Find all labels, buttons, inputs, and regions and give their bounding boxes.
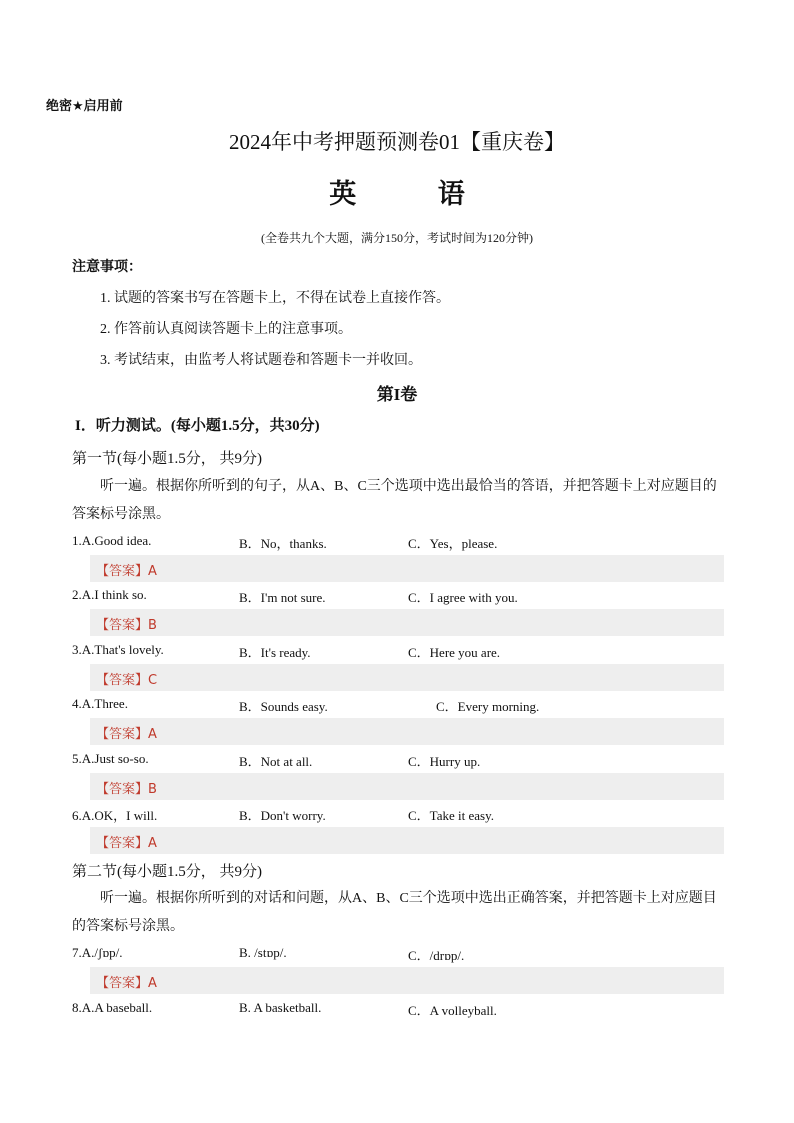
option-b: B．It's ready.: [239, 645, 311, 660]
answer-box: [90, 664, 724, 691]
answer-text: 【答案】B: [96, 782, 157, 797]
note-item: 1. 试题的答案书写在答题卡上，不得在试卷上直接作答。: [100, 291, 450, 306]
answer-text: 【答案】A: [96, 836, 157, 851]
answer-box: [90, 555, 724, 582]
option-a: 6.A.OK，I will.: [72, 808, 158, 823]
option-c: C．Hurry up.: [408, 754, 481, 769]
part-heading: I．听力测试。(每小题1.5分，共30分): [75, 418, 320, 434]
section-heading: 第二节(每小题1.5分， 共9分): [72, 864, 262, 880]
answer-text: 【答案】A: [96, 564, 157, 579]
option-c: C．/drɒp/.: [408, 948, 465, 963]
option-a: 5.A.Just so-so.: [72, 751, 149, 766]
option-c: C．Take it easy.: [408, 808, 494, 823]
option-b: B．Not at all.: [239, 754, 313, 769]
answer-text: 【答案】A: [96, 976, 157, 991]
option-a: 4.A.Three.: [72, 696, 128, 711]
option-b: B．No，thanks.: [239, 536, 327, 551]
option-c: C．Here you are.: [408, 645, 501, 660]
answer-text: 【答案】C: [96, 673, 158, 688]
option-c: C．I agree with you.: [408, 590, 518, 605]
option-c: C．Yes，please.: [408, 536, 498, 551]
exam-info: (全卷共九个大题，满分150分，考试时间为120分钟): [261, 231, 533, 245]
answer-box: [90, 773, 724, 800]
section-instruction: 听一遍。根据你所听到的对话和问题，从A、B、C三个选项中选出正确答案，并把答题卡上对应题目的答案标号涂黑。: [72, 891, 717, 934]
option-a: 8.A.A baseball.: [72, 1000, 153, 1015]
option-b: B．Sounds easy.: [239, 699, 328, 714]
option-c: C．A volleyball.: [408, 1003, 497, 1018]
subject-title: 英 语: [329, 179, 501, 210]
option-b: B．I'm not sure.: [239, 590, 326, 605]
answer-text: 【答案】B: [96, 618, 157, 633]
answer-box: [90, 967, 724, 994]
exam-title: 2024年中考押题预测卷01【重庆卷】: [229, 130, 565, 154]
confidential-mark: 绝密★启用前: [46, 99, 123, 114]
note-item: 3. 考试结束，由监考人将试题卷和答题卡一并收回。: [100, 353, 422, 368]
option-a: 3.A.That's lovely.: [72, 642, 164, 657]
option-b: B. /stɒp/.: [239, 945, 287, 960]
option-a: 2.A.I think so.: [72, 587, 147, 602]
volume-heading: 第I卷: [376, 385, 418, 404]
notes-heading: 注意事项：: [72, 259, 142, 275]
option-c: C．Every morning.: [436, 699, 540, 714]
answer-box: [90, 827, 724, 854]
section-heading: 第一节(每小题1.5分， 共9分): [72, 451, 262, 467]
answer-box: [90, 718, 724, 745]
option-b: B．Don't worry.: [239, 808, 326, 823]
option-a: 1.A.Good idea.: [72, 533, 152, 548]
option-a: 7.A./ʃɒp/.: [72, 945, 123, 960]
answer-box: [90, 609, 724, 636]
note-item: 2. 作答前认真阅读答题卡上的注意事项。: [100, 322, 352, 337]
option-b: B. A basketball.: [239, 1000, 322, 1015]
answer-text: 【答案】A: [96, 727, 157, 742]
section-instruction: 听一遍。根据你所听到的句子，从A、B、C三个选项中选出最恰当的答语，并把答题卡上对应题目的答案标号涂黑。: [72, 479, 717, 522]
